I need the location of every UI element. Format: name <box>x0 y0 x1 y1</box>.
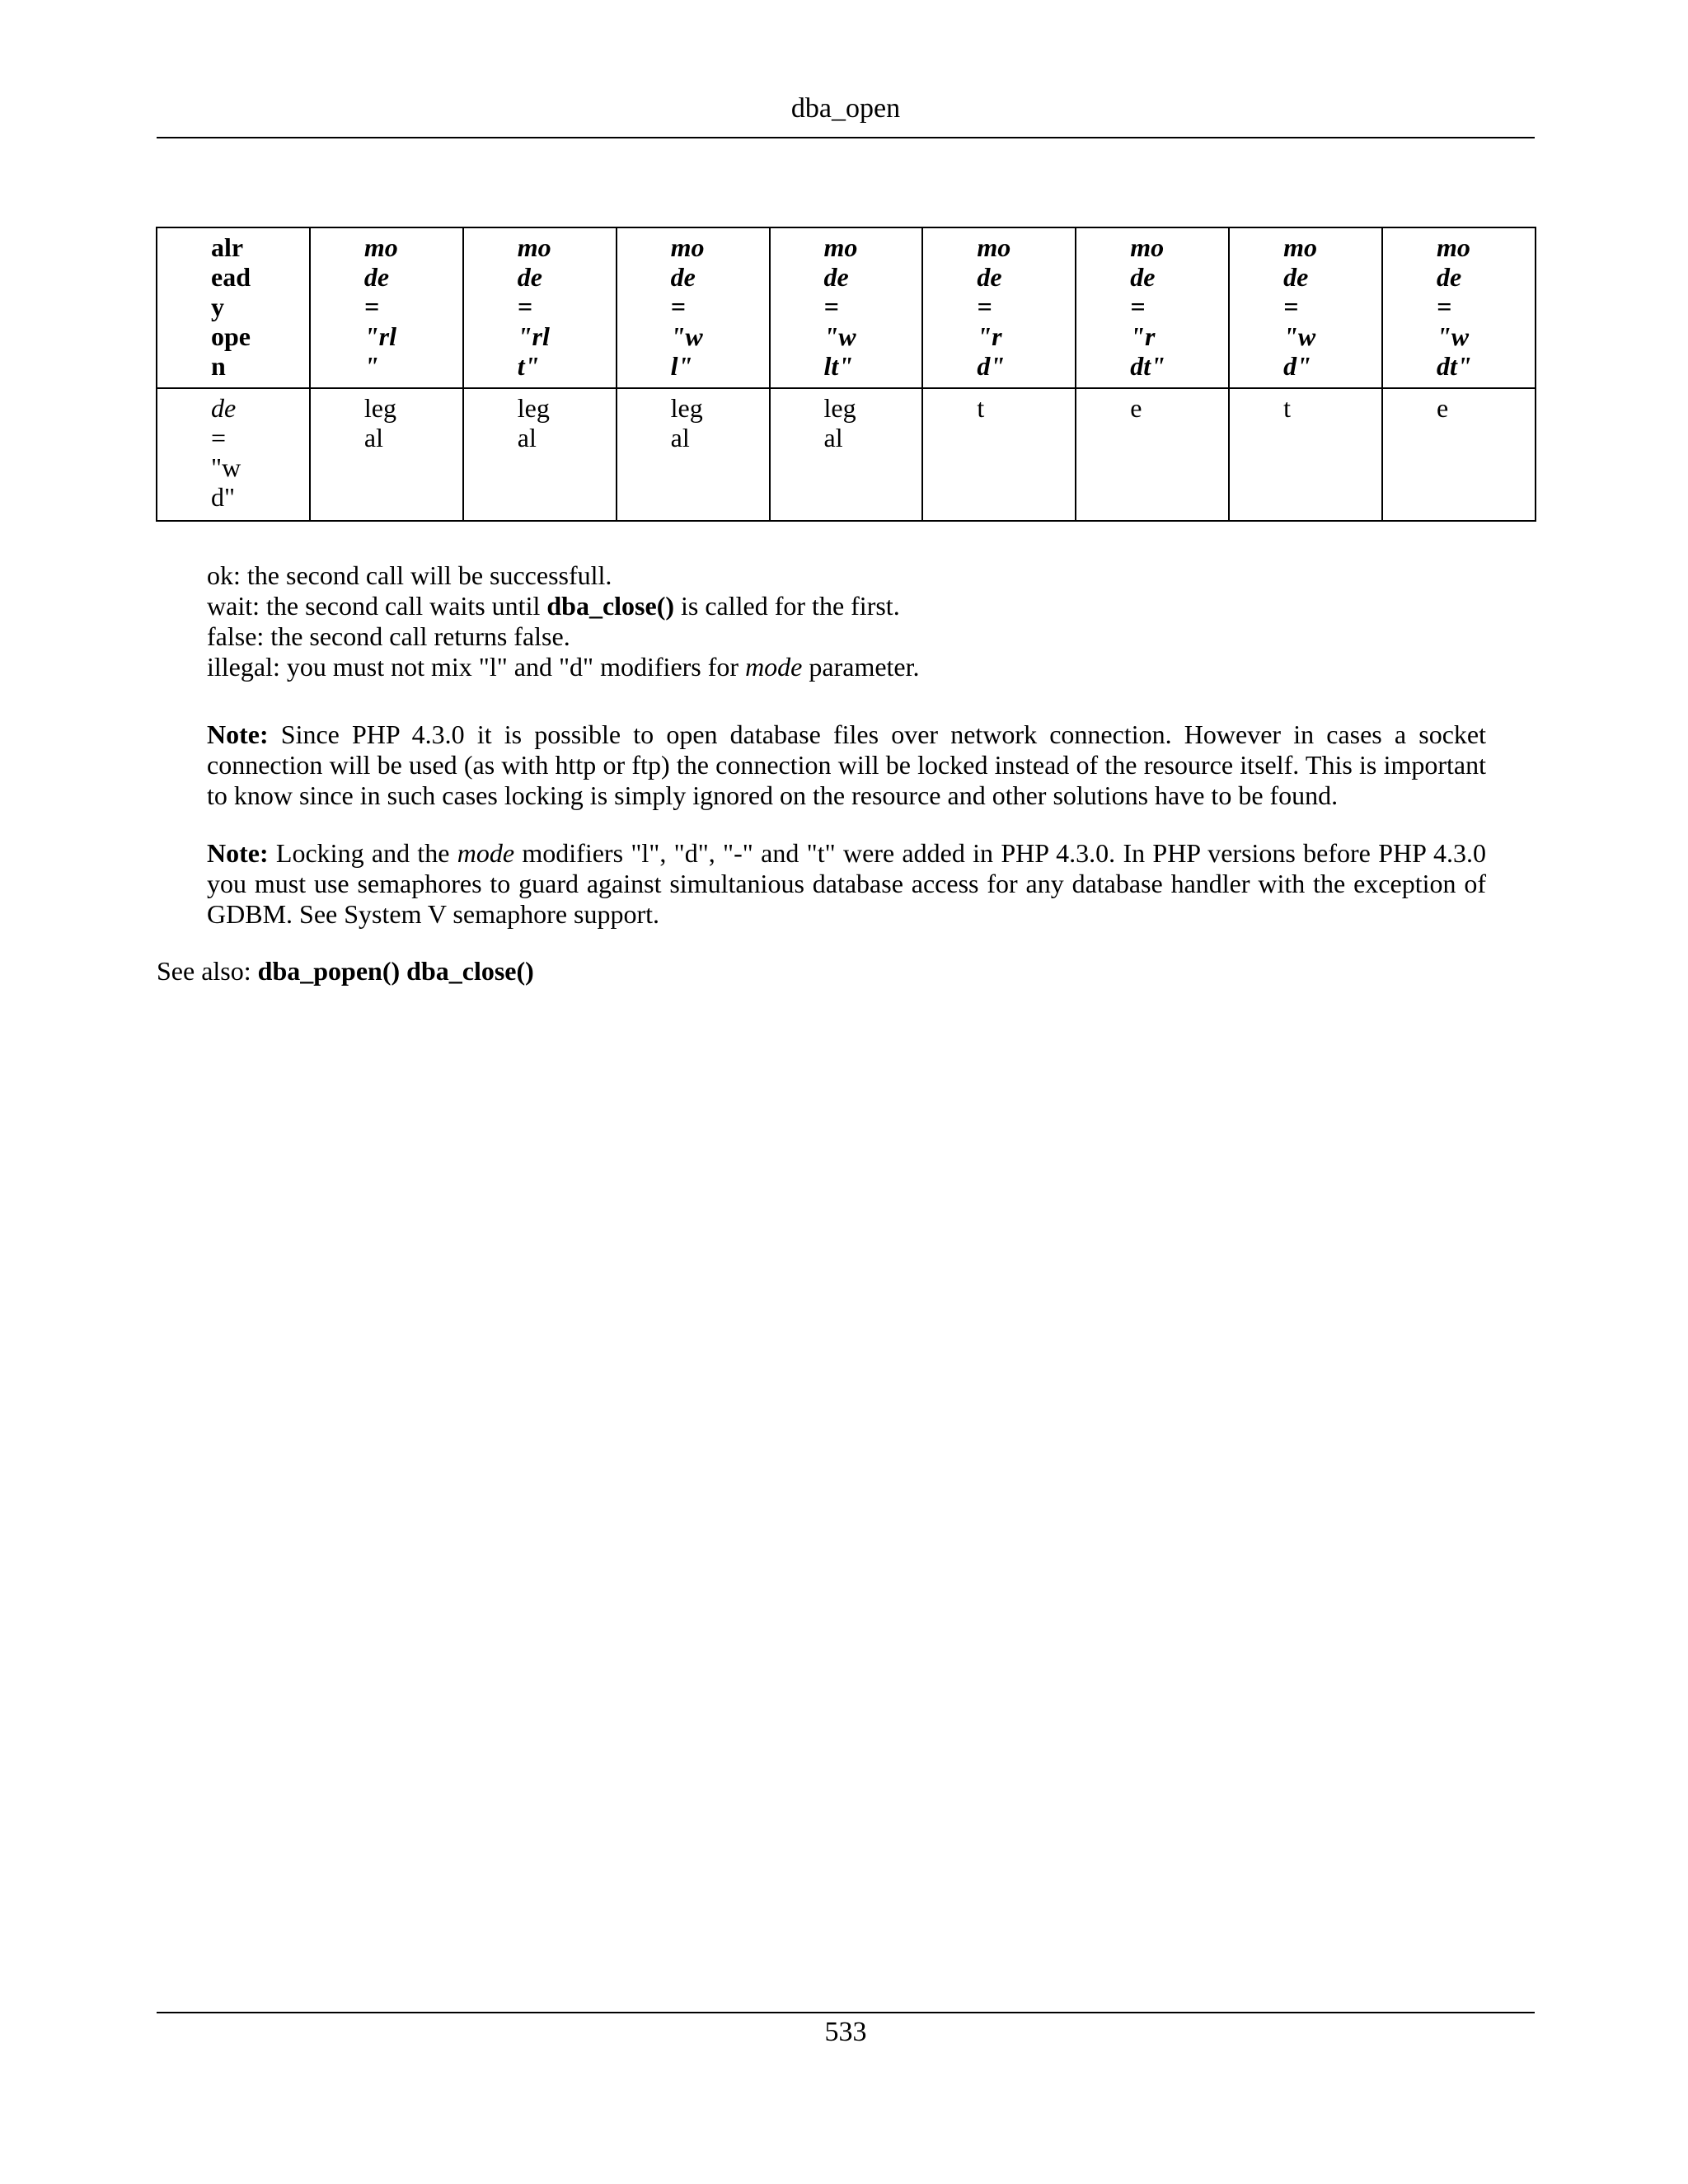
mode-parameter-ref: mode <box>457 838 515 868</box>
dba-close-function-ref: dba_close() <box>546 591 674 621</box>
table-cell <box>1076 388 1229 521</box>
note-text: Locking and the <box>268 838 457 868</box>
page-header-title: dba_open <box>790 93 901 124</box>
header-cell-text: mo de = "r dt" <box>1130 232 1165 381</box>
note-text: Since PHP 4.3.0 it is possible to open database files over network connection. However in cases a socket connection will be used (as with http or ftp) the connection will be locked instead of the resource itself. This is important to know since in such cases locking is simply ignored on the resource and other solutions have to be found. <box>207 719 1486 810</box>
legend-false: false: the second call returns false. <box>207 621 570 651</box>
row-label-italic: de <box>211 393 237 423</box>
table-cell <box>770 388 923 521</box>
table-cell-text: e <box>1130 393 1142 423</box>
table-cell <box>463 388 617 521</box>
note-text-continued: modifiers "l", "d", "-" and "t" were added in PHP 4.3.0. In PHP versions before PHP 4.3.0 you must use semaphores to guard against simultanious database access for any database handler with the exception of GDBM. See System V semaphore support. <box>207 838 1487 929</box>
row-label-rest: = "w d" <box>211 423 241 512</box>
header-cell-text: mo de = "rl " <box>363 232 398 381</box>
mode-parameter-ref: mode <box>745 652 803 682</box>
table-header-cell <box>1076 227 1229 388</box>
table-header-cell <box>617 227 770 388</box>
table-cell-text: leg al <box>823 393 856 452</box>
footer-divider <box>157 2012 1535 2013</box>
header-cell-text: mo de = "w lt" <box>823 232 858 381</box>
header-cell-text: alr ead y ope n <box>211 232 251 381</box>
table-header-cell <box>463 227 617 388</box>
see-also <box>157 956 534 987</box>
legend-wait-suffix: is called for the first. <box>674 591 900 621</box>
table-cell-text: e <box>1437 393 1449 423</box>
table-header-cell <box>157 227 310 388</box>
legend-ok: ok: the second call will be successfull. <box>207 560 612 590</box>
legend-wait-text: wait: the second call waits until <box>207 591 547 621</box>
legend-illegal-suffix: parameter. <box>802 652 920 682</box>
legend-illegal-text: illegal: you must not mix "l" and "d" modifiers for <box>207 652 746 682</box>
note-label: Note: <box>207 838 269 868</box>
table-header-cell <box>1382 227 1536 388</box>
table-cell-text: leg al <box>517 393 550 452</box>
table-cell <box>1382 388 1536 521</box>
note-locking-modifiers <box>207 838 1486 930</box>
table-row-label-cell <box>157 388 310 521</box>
table-cell <box>310 388 463 521</box>
table-header-cell <box>1229 227 1382 388</box>
table-cell <box>617 388 770 521</box>
header-cell-text: mo de = "w dt" <box>1437 232 1472 381</box>
table-header-cell <box>922 227 1076 388</box>
table-cell-text: leg al <box>670 393 703 452</box>
legend-wait <box>207 591 920 621</box>
page-number: 533 <box>824 2017 867 2047</box>
header-divider <box>157 137 1535 138</box>
header-cell-text: mo de = "rl t" <box>517 232 551 381</box>
see-also-label: See also: <box>157 956 258 986</box>
note-label: Note: <box>207 719 269 749</box>
legend-illegal <box>207 652 920 682</box>
see-also-links[interactable]: dba_popen() dba_close() <box>257 956 534 986</box>
table-cell-text: leg al <box>363 393 396 452</box>
header-cell-text: mo de = "w d" <box>1283 232 1318 381</box>
note-network-connection <box>207 719 1486 811</box>
table-cell-text: t <box>1283 393 1292 423</box>
table-header-row <box>157 227 1536 388</box>
table-header-cell <box>770 227 923 388</box>
header-cell-text: mo de = "w l" <box>670 232 705 381</box>
table-row <box>157 388 1536 521</box>
table-cell <box>1229 388 1382 521</box>
table-header-cell <box>310 227 463 388</box>
locking-modes-table <box>156 227 1536 522</box>
header-cell-text: mo de = "r d" <box>977 232 1011 381</box>
table-cell <box>922 388 1076 521</box>
table-cell-text: t <box>977 393 985 423</box>
result-legend <box>207 560 920 682</box>
